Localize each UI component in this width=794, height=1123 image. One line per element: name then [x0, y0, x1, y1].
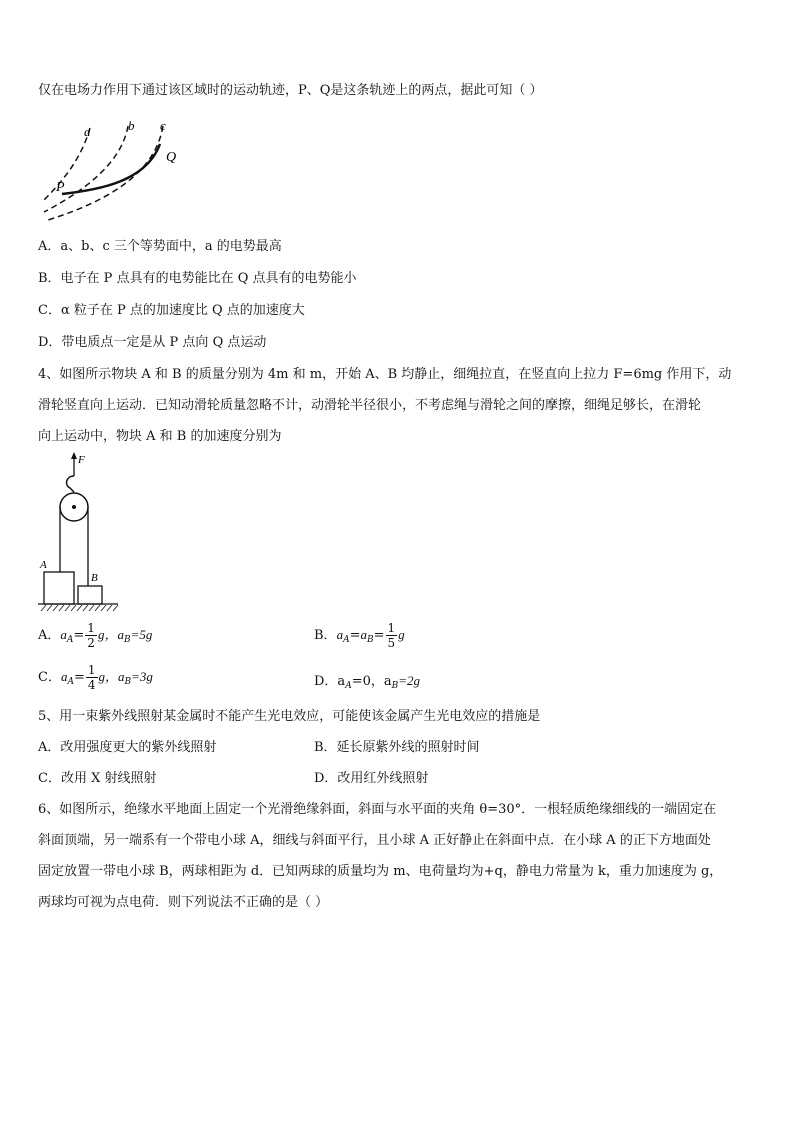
q3-option-b: B．电子在 P 点具有的电势能比在 Q 点具有的电势能小 — [38, 271, 357, 286]
q4-option-a: A．$a_A=$ $\frac{1}{2}$ g，$a_B=5g$ — [38, 621, 153, 650]
q3-option-a: A．a、b、c 三个等势面中，a 的电势最高 — [38, 239, 282, 254]
label-A: A — [40, 559, 47, 571]
q5-option-d: D．改用红外线照射 — [314, 771, 429, 786]
label-b: b — [128, 118, 135, 133]
label-P: P — [56, 180, 65, 195]
pulley-figure — [38, 452, 128, 614]
q4-stem-line1: 4、如图所示物块 A 和 B 的质量分别为 4m 和 m，开始 A、B 均静止，细绳拉直，在竖直向上拉力 F=6mg 作用下，动 — [38, 367, 732, 382]
q4-option-c: C．$a_A=$ $\frac{1}{4}$ g，$a_B=3g$ — [38, 663, 153, 692]
q6-stem-line4: 两球均可视为点电荷．则下列说法不正确的是（ ） — [38, 895, 329, 910]
q6-stem-line1: 6、如图所示，绝缘水平地面上固定一个光滑绝缘斜面，斜面与水平面的夹角 θ=30°．一根轻质绝缘细线的一端固定在 — [38, 802, 717, 817]
q5-stem: 5、用一束紫外线照射某金属时不能产生光电效应，可能使该金属产生光电效应的措施是 — [38, 709, 541, 724]
label-B: B — [91, 572, 98, 584]
label-c: c — [160, 118, 166, 133]
q3-option-d: D．带电质点一定是从 P 点向 Q 点运动 — [38, 335, 267, 350]
q4-option-d: D．$a_A=0$，$a_B=2g$ — [314, 673, 421, 691]
q3-option-c: C．α 粒子在 P 点的加速度比 Q 点的加速度大 — [38, 303, 305, 318]
q6-stem-line2: 斜面顶端，另一端系有一个带电小球 A，细线与斜面平行，且小球 A 正好静止在斜面中点．在小球 A 的正下方地面处 — [38, 833, 711, 848]
q5-option-c: C．改用 X 射线照射 — [38, 771, 157, 786]
q4-stem-line2: 滑轮竖直向上运动．已知动滑轮质量忽略不计，动滑轮半径很小，不考虑绳与滑轮之间的摩擦，细绳足够长，在滑轮 — [38, 398, 702, 413]
label-F: F — [78, 454, 85, 466]
q5-option-a: A．改用强度更大的紫外线照射 — [38, 740, 217, 755]
equipotential-figure — [38, 116, 188, 226]
q4-stem-line3: 向上运动中，物块 A 和 B 的加速度分别为 — [38, 429, 282, 444]
q5-option-b: B．延长原紫外线的照射时间 — [314, 740, 480, 755]
label-Q: Q — [166, 150, 177, 165]
q6-stem-line3: 固定放置一带电小球 B，两球相距为 d．已知两球的质量均为 m、电荷量均为+q，静电力常量为 k，重力加速度为 g， — [38, 864, 723, 879]
q3-stem-tail: 仅在电场力作用下通过该区域时的运动轨迹，P、Q是这条轨迹上的两点，据此可知（ ） — [38, 83, 543, 98]
label-a: a — [84, 124, 91, 139]
q4-option-b: B．$a_A=a_B=$ $\frac{1}{5}$ g — [314, 621, 405, 650]
